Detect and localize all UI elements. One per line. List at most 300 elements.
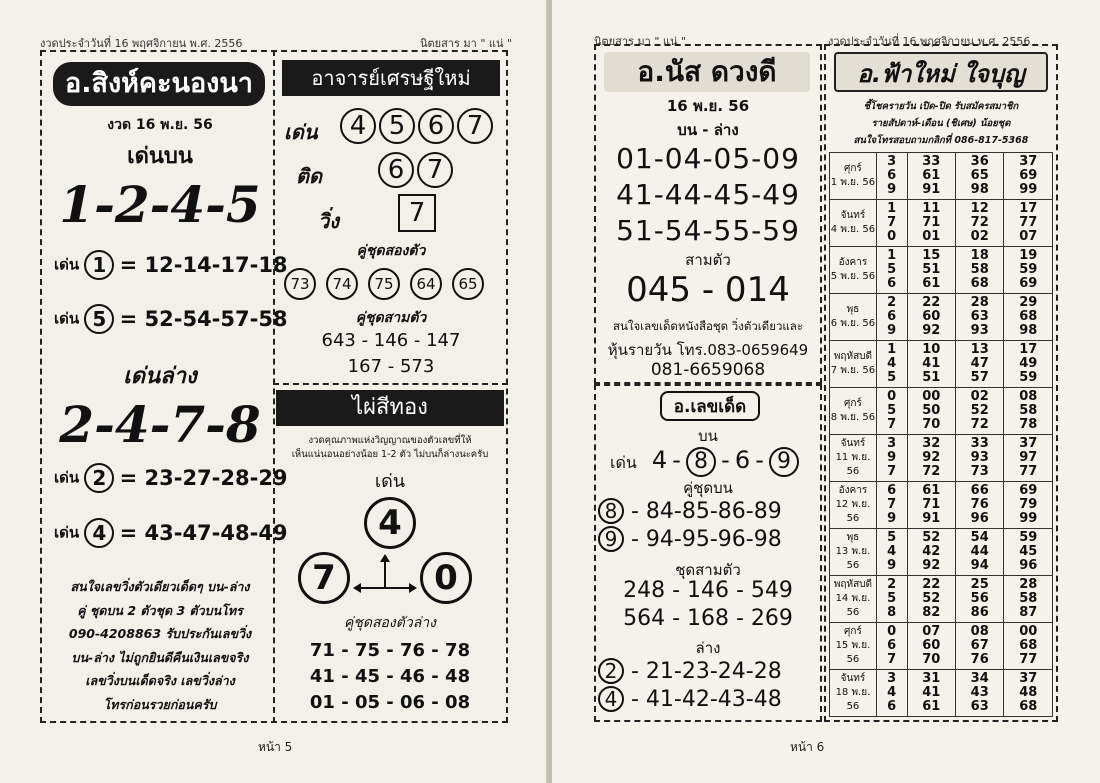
fa-row-day-name: พุธ [846,532,860,543]
led-low-label: ล่าง [695,639,721,657]
fa-number: 02 [970,229,989,244]
nat-three-label: สามตัว [685,251,731,269]
fa-number: 0 [887,389,897,404]
fa-row-number-cell [876,294,907,341]
fa-number: 92 [922,558,941,573]
fa-number: 99 [1019,182,1038,197]
setthi-pair: 73 [284,268,316,300]
led-pair-label: คู่ชุดบน [683,479,733,497]
nat-line-3: 51-54-55-59 [616,214,800,247]
sing-low-row-2-digit: 4 [84,518,114,548]
fa-row-number-cell [876,623,907,670]
fa-sub-line-2: รายสัปดาห์-เดือน (ชิเศษ) น้อยชุด [871,118,1011,129]
right-page [552,0,1100,783]
fa-number: 98 [1019,323,1038,338]
fa-row-day-cell [830,388,877,435]
led-den-digit: 9 [769,447,799,477]
fa-number: 17 [1019,201,1038,216]
fa-number: 9 [887,182,897,197]
fa-sub-line-3: สนใจโทรสอบถามกลิกที่ 086-817-5368 [853,135,1029,146]
sing-up-row-2-prefix: เด่น [54,309,80,328]
fa-number: 4 [887,356,897,371]
fa-row-number-cell [876,341,907,388]
fa-row-number-cell [907,153,955,200]
fa-row-day-name: อังคาร [838,485,868,496]
fa-table-row [830,153,1053,200]
fa-number: 4 [887,544,897,559]
fa-row-day-cell [830,623,877,670]
fa-row-day-cell [830,294,877,341]
pai-desc-line-1: งวดคุณภาพแห่งวิญญาณของตัวเลขที่ให้ [308,435,472,446]
fa-table-row [830,247,1053,294]
fa-row-number-cell [955,435,1003,482]
led-low-row-1-digit: 2 [598,658,624,684]
sing-up-row-2-digit: 5 [84,304,114,334]
setthi-tid-digit: 6 [378,152,414,188]
led-triple-line-2: 564 - 168 - 269 [623,606,793,631]
fa-number: 51 [922,262,941,277]
fa-row-number-cell [907,623,955,670]
fa-number: 49 [1019,356,1038,371]
fa-row-day-cell [830,341,877,388]
fa-number: 59 [1019,530,1038,545]
fa-number: 41 [922,356,941,371]
right-header-magazine: นิตยสาร มา " แน่ " [594,35,687,48]
fa-row-date: 6 พ.ย. 56 [830,318,876,329]
fa-number: 6 [887,276,897,291]
fa-row-number-cell [876,247,907,294]
setthi-pair: 74 [326,268,358,300]
fa-number: 18 [970,248,989,263]
sing-low-row-1-prefix: เด่น [54,468,80,487]
led-pair-row-1-numbers: - 84-85-86-89 [631,499,782,524]
sing-low-row-1-numbers: = 23-27-28-29 [119,466,288,490]
fa-number: 28 [970,295,989,310]
fa-number: 44 [970,544,989,559]
fa-table-row [830,576,1053,623]
fa-number: 59 [1019,262,1038,277]
fa-number: 61 [922,483,941,498]
fa-row-date: 4 พ.ย. 56 [830,224,876,235]
fa-number: 5 [887,403,897,418]
sing-footer-line-4: บน-ล่าง ไม่ถูกยินดีคืนเงินเลขจริง [71,649,249,665]
fa-row-number-cell [1004,200,1053,247]
fa-title: อ.ฟ้าใหม่ ใจบุญ [834,52,1048,92]
fa-number: 5 [887,262,897,277]
fa-row-day-cell [830,200,877,247]
fa-number: 47 [970,356,989,371]
fa-number: 10 [922,342,941,357]
sing-low-row-1-digit: 2 [84,463,114,493]
nat-contact-line-1: สนใจเลขเด็ดหนังสือชุด วิ่งตัวเดียวและ [612,319,804,333]
pai-title: ไผ่สีทอง [276,390,504,426]
fa-row-number-cell [876,529,907,576]
fa-number: 98 [970,182,989,197]
fa-row-number-cell [955,623,1003,670]
fa-number: 0 [887,624,897,639]
fa-number: 13 [970,342,989,357]
fa-row-number-cell [955,341,1003,388]
fa-row-number-cell [955,200,1003,247]
pai-line-1: 71 - 75 - 76 - 78 [309,640,471,661]
sing-footer-line-2: คู่ ชุดบน 2 ตัวชุด 3 ตัวบนโทร [77,602,243,618]
fa-row-number-cell [1004,529,1053,576]
sing-footer-line-3: 090-4208863 รับประกันเลขวิ่ง [68,626,252,641]
fa-number: 37 [1019,671,1038,686]
nat-date: 16 พ.ย. 56 [666,97,750,115]
left-column-divider [273,50,275,723]
fa-number: 77 [1019,652,1038,667]
fa-number: 12 [970,201,989,216]
fa-row-day-name: พฤหัสบดี [833,351,873,362]
fa-number: 72 [970,417,989,432]
sing-title: อ.สิงห์คะนองนา [53,62,265,106]
fa-number: 68 [970,276,989,291]
fa-number: 8 [887,605,897,620]
fa-number: 93 [970,450,989,465]
setthi-title: อาจารย์เศรษฐีใหม่ [282,60,500,96]
fa-number: 28 [1019,577,1038,592]
sing-footer [50,575,270,716]
fa-number: 63 [970,699,989,714]
fa-table-row [830,482,1053,529]
fa-number: 37 [1019,154,1038,169]
sing-main-label: เด่นบน [127,144,193,169]
fa-number: 6 [887,309,897,324]
fa-row-number-cell [1004,576,1053,623]
fa-number: 00 [922,389,941,404]
led-den-digit: 4 [651,446,668,474]
fa-number: 57 [970,370,989,385]
fa-number: 08 [1019,389,1038,404]
fa-number: 87 [1019,605,1038,620]
fa-number: 17 [1019,342,1038,357]
fa-number: 1 [887,201,897,216]
fa-number: 6 [887,483,897,498]
led-bon-label: บน [698,427,718,445]
setthi-triple-line-1: 643 - 146 - 147 [321,330,461,351]
fa-number: 58 [1019,591,1038,606]
nat-line-2: 41-44-45-49 [616,178,800,211]
led-pair-row-2-digit: 9 [598,526,624,552]
fa-number: 1 [887,248,897,263]
sing-low-row-2 [54,518,288,548]
fa-number: 3 [887,154,897,169]
right-page-number: หน้า 6 [790,740,825,754]
fa-number: 78 [1019,417,1038,432]
fa-number: 76 [970,652,989,667]
fa-number: 92 [922,323,941,338]
fa-number: 25 [970,577,989,592]
fa-number: 37 [1019,436,1038,451]
fa-row-date: 5 พ.ย. 56 [830,271,876,282]
fa-row-number-cell [1004,623,1053,670]
fa-row-number-cell [907,247,955,294]
setthi-den-digits [340,108,493,144]
fa-row-day-cell [830,153,877,200]
nat-contact-line-3: 081-6659068 [650,360,766,380]
fa-number: 58 [970,262,989,277]
led-low-row-1-numbers: - 21-23-24-28 [631,659,782,684]
fa-number: 3 [887,436,897,451]
fa-row-number-cell [907,341,955,388]
setthi-pair: 75 [368,268,400,300]
fa-row-date: 13 พ.ย. 56 [835,546,871,571]
fa-row-date: 1 พ.ย. 56 [830,177,876,188]
fa-number: 77 [1019,464,1038,479]
fa-number: 70 [922,652,941,667]
pai-line-2: 41 - 45 - 46 - 48 [309,666,471,687]
fa-row-number-cell [876,388,907,435]
fa-number: 70 [922,417,941,432]
fa-row-number-cell [955,576,1003,623]
fa-row-number-cell [876,153,907,200]
sing-up-row-1-digit: 1 [84,250,114,280]
fa-row-date: 15 พ.ย. 56 [835,640,871,665]
nat-contact-line-2: หุ้นรายวัน โทร.083-0659649 [607,341,809,359]
fa-number: 67 [970,638,989,653]
fa-number: 93 [970,323,989,338]
nat-line-1: 01-04-05-09 [616,142,800,175]
pai-line-3: 01 - 05 - 06 - 08 [309,692,471,713]
fa-row-number-cell [907,670,955,717]
fa-number: 72 [970,215,989,230]
fa-row-day-name: จันทร์ [840,438,866,449]
fa-row-number-cell [955,388,1003,435]
fa-number: 02 [970,389,989,404]
led-den-digit: 8 [686,447,716,477]
fa-row-number-cell [1004,247,1053,294]
fa-row-number-cell [1004,388,1053,435]
fa-row-day-cell [830,529,877,576]
fa-number: 4 [887,685,897,700]
led-pair-row-2-numbers: - 94-95-96-98 [631,527,782,552]
sing-up-row-1 [54,250,288,280]
fa-row-number-cell [955,247,1003,294]
fa-row-number-cell [1004,482,1053,529]
fa-number: 73 [970,464,989,479]
fa-table-row [830,341,1053,388]
fa-number: 56 [970,591,989,606]
fa-row-date: 14 พ.ย. 56 [835,593,871,618]
fa-number: 41 [922,685,941,700]
fa-number: 33 [922,154,941,169]
led-triple-label: ชุดสามตัว [675,561,741,579]
fa-number: 19 [1019,248,1038,263]
fa-row-day-name: พุธ [846,304,860,315]
fa-number: 34 [970,671,989,686]
led-title: อ.เลขเด็ด [660,391,760,421]
fa-table [829,152,1053,717]
fa-number: 50 [922,403,941,418]
fa-row-day-name: ศุกร์ [844,398,862,409]
led-low-row-2-numbers: - 41-42-43-48 [631,687,782,712]
fa-row-number-cell [876,670,907,717]
fa-number: 71 [922,215,941,230]
fa-number: 22 [922,295,941,310]
fa-number: 71 [922,497,941,512]
sing-footer-line-6: โทรก่อนรวยก่อนครับ [103,696,217,712]
fa-row-number-cell [1004,294,1053,341]
fa-row-day-name: อังคาร [838,257,868,268]
fa-number: 66 [970,483,989,498]
fa-row-date: 18 พ.ย. 56 [835,687,871,712]
fa-number: 52 [922,591,941,606]
setthi-tid-label: ติด [296,164,322,188]
led-pair-row-2 [598,526,782,552]
fa-number: 77 [1019,215,1038,230]
fa-number: 29 [1019,295,1038,310]
setthi-tid-digit: 7 [417,152,453,188]
pai-digit-right: 0 [420,552,472,604]
setthi-wing-label: วิ่ง [318,209,339,233]
setthi-den-digit: 4 [340,108,376,144]
fa-number: 2 [887,295,897,310]
fa-number: 7 [887,497,897,512]
fa-number: 7 [887,417,897,432]
fa-number: 63 [970,309,989,324]
fa-row-number-cell [955,294,1003,341]
fa-row-day-cell [830,670,877,717]
fa-number: 69 [1019,168,1038,183]
left-page [0,0,548,783]
setthi-pair-label: คู่ชุดสองตัว [356,243,426,259]
fa-row-date: 7 พ.ย. 56 [830,365,876,376]
fa-number: 68 [1019,638,1038,653]
fa-number: 5 [887,370,897,385]
sing-low-label: เด่นล่าง [123,364,197,389]
fa-row-day-name: จันทร์ [840,210,866,221]
fa-table-row [830,294,1053,341]
left-page-number: หน้า 5 [258,740,293,754]
fa-number: 97 [1019,450,1038,465]
fa-table-row [830,435,1053,482]
setthi-pairs [284,268,484,300]
fa-number: 52 [922,530,941,545]
fa-number: 76 [970,497,989,512]
fa-number: 61 [922,168,941,183]
fa-number: 36 [970,154,989,169]
fa-number: 31 [922,671,941,686]
right-header-issue: งวดประจำวันที่ 16 พฤศจิกายน พ.ศ. 2556 [828,35,1031,48]
led-low-row-2 [598,686,782,712]
led-low-row-1 [598,658,782,684]
fa-row-day-cell [830,247,877,294]
fa-number: 9 [887,323,897,338]
fa-number: 42 [922,544,941,559]
fa-number: 33 [970,436,989,451]
fa-number: 69 [1019,276,1038,291]
fa-number: 61 [922,699,941,714]
fa-row-date: 11 พ.ย. 56 [835,452,871,477]
fa-row-number-cell [955,153,1003,200]
fa-number: 91 [922,511,941,526]
sing-up-row-1-prefix: เด่น [54,255,80,274]
fa-row-day-name: ศุกร์ [844,626,862,637]
arrows-icon [352,552,418,602]
setthi-den-digit: 7 [457,108,493,144]
fa-row-number-cell [876,482,907,529]
fa-number: 96 [1019,558,1038,573]
sing-footer-line-5: เลขวิ่งบนเด็ดจริง เลขวิ่งล่าง [85,673,235,688]
sing-low-row-2-prefix: เด่น [54,523,80,542]
pai-den-label: เด่น [374,471,406,492]
sing-low-number: 2-4-7-8 [59,395,261,454]
setthi-pair: 64 [410,268,442,300]
fa-number: 61 [922,276,941,291]
pai-digit-left: 7 [298,552,350,604]
fa-row-number-cell [955,670,1003,717]
fa-row-number-cell [955,482,1003,529]
fa-number: 0 [887,229,897,244]
fa-number: 9 [887,450,897,465]
fa-number: 94 [970,558,989,573]
fa-number: 01 [922,229,941,244]
sing-up-row-2-numbers: = 52-54-57-58 [119,307,288,331]
sing-footer-line-1: สนใจเลขวิ่งตัวเดียวเด็ดๆ บน-ล่าง [70,579,250,594]
fa-row-number-cell [1004,341,1053,388]
setthi-den-digit: 5 [379,108,415,144]
led-pair-row-1-digit: 8 [598,498,624,524]
fa-row-day-cell [830,576,877,623]
fa-number: 6 [887,699,897,714]
left-header-magazine: นิตยสาร มา " แน่ " [420,37,513,50]
fa-row-number-cell [907,482,955,529]
fa-row-day-name: ศุกร์ [844,163,862,174]
setthi-pair: 65 [452,268,484,300]
fa-table-row [830,670,1053,717]
fa-number: 51 [922,370,941,385]
sing-draw-date: งวด 16 พ.ย. 56 [107,117,213,133]
fa-number: 60 [922,309,941,324]
fa-number: 92 [922,450,941,465]
pai-pair-label: คู่ชุดสองตัวล่าง [344,615,436,631]
fa-number: 6 [887,168,897,183]
fa-row-number-cell [1004,435,1053,482]
fa-number: 07 [922,624,941,639]
led-den-digit: 6 [734,446,751,474]
fa-row-number-cell [876,576,907,623]
setthi-triple-label: คู่ชุดสามตัว [355,310,427,326]
fa-number: 7 [887,652,897,667]
fa-number: 86 [970,605,989,620]
fa-number: 91 [922,182,941,197]
fa-row-number-cell [955,529,1003,576]
pai-desc-line-2: เห็นแน่นอนอย่างน้อย 1-2 ตัว ไม่บนก็ล่างนะครับ [291,449,489,460]
fa-number: 08 [970,624,989,639]
fa-number: 6 [887,638,897,653]
setthi-tid-digits [378,152,453,188]
fa-number: 07 [1019,229,1038,244]
fa-row-number-cell [876,435,907,482]
fa-row-day-name: พฤหัสบดี [833,579,873,590]
fa-number: 22 [922,577,941,592]
setthi-den-digit: 6 [418,108,454,144]
fa-number: 68 [1019,699,1038,714]
fa-number: 9 [887,511,897,526]
fa-number: 11 [922,201,941,216]
fa-number: 2 [887,577,897,592]
fa-number: 59 [1019,370,1038,385]
fa-number: 52 [970,403,989,418]
fa-number: 58 [1019,403,1038,418]
fa-number: 15 [922,248,941,263]
nat-title: อ.นัส ดวงดี [604,52,810,92]
fa-number: 32 [922,436,941,451]
fa-row-date: 12 พ.ย. 56 [835,499,871,524]
fa-number: 82 [922,605,941,620]
fa-number: 99 [1019,511,1038,526]
